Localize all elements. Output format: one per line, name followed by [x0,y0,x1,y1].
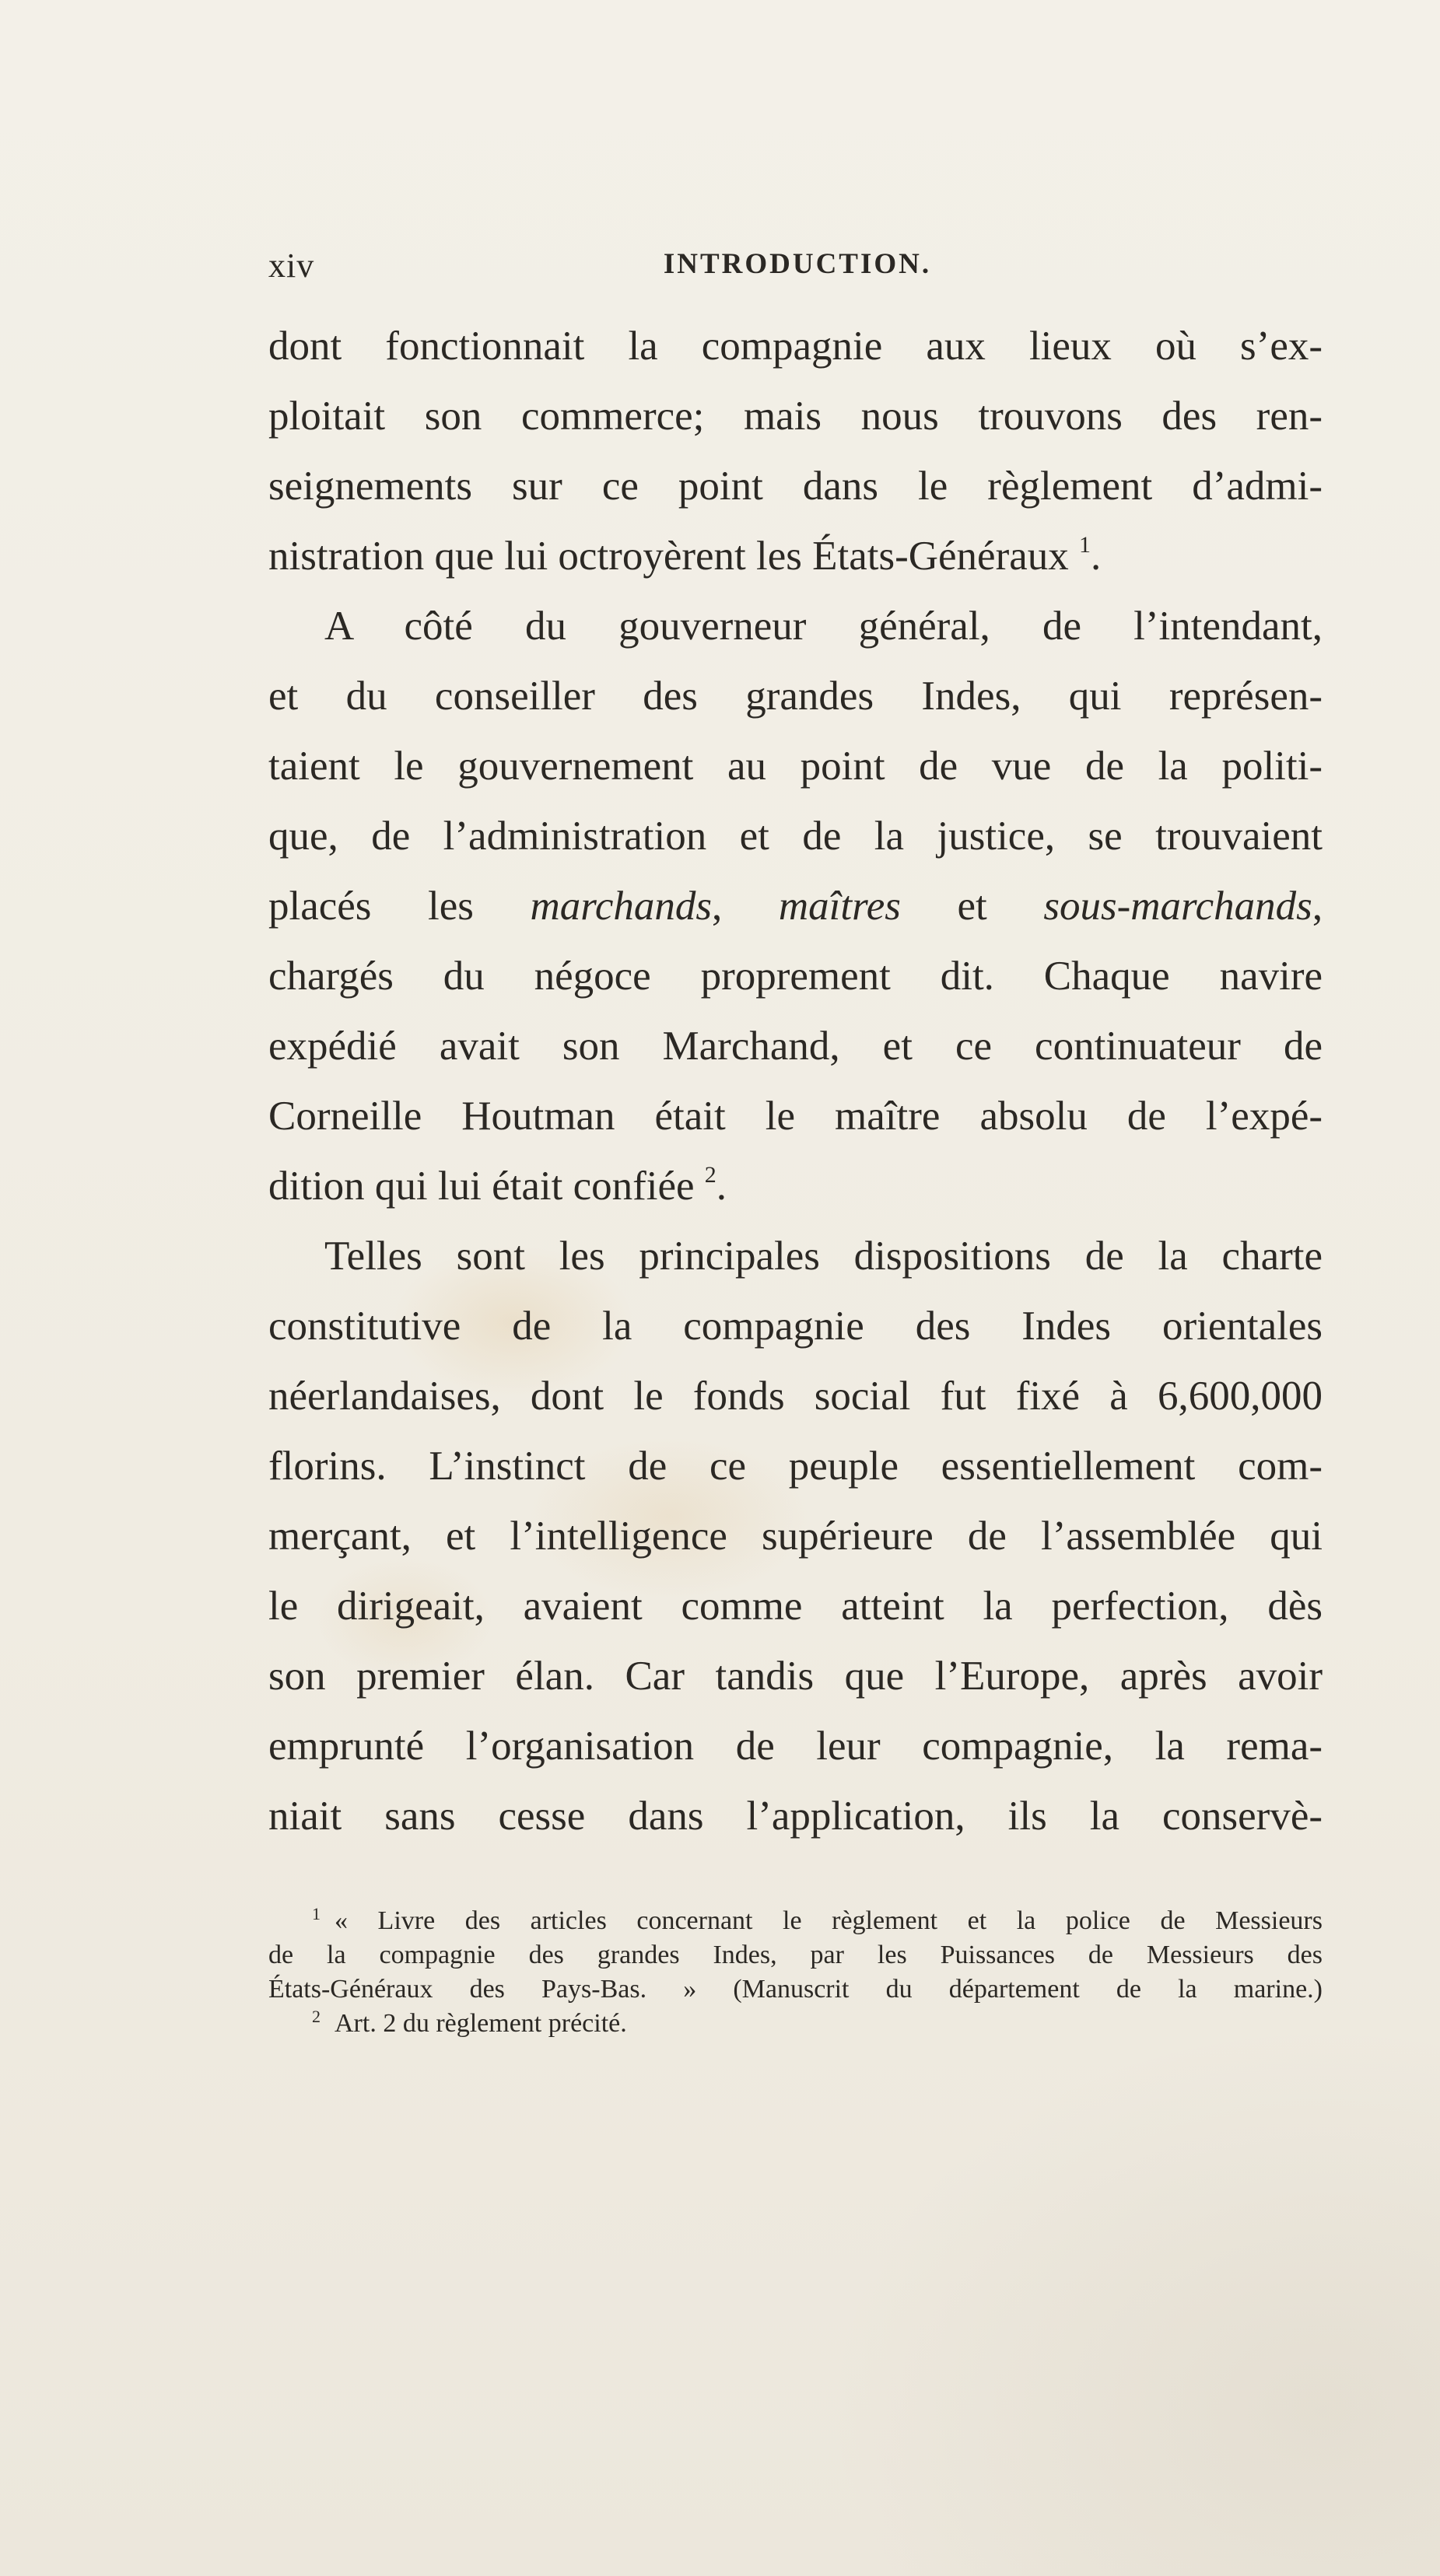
text-line: que, de l’administration et de la justice, se trouvaient [268,814,1323,859]
footnote-ref: 2 [704,1162,716,1188]
text-line: son premier élan. Car tandis que l’Europe, après avoir [268,1654,1323,1699]
text-line: Telles sont les principales dispositions de la charte [324,1234,1323,1279]
text-fragment: dition qui lui était confiée [268,1164,695,1209]
page-number: xiv [268,247,315,285]
text-line: le dirigeait, avaient comme atteint la perfection, dès [268,1584,1323,1629]
text-line: ploitait son commerce; mais nous trouvons des ren- [268,394,1323,439]
text-fragment: , [1312,884,1323,929]
text-fragment: placés les [268,884,474,929]
text-line: dont fonctionnait la compagnie aux lieux où s’ex- [268,324,1323,369]
italic-term: maîtres [778,884,901,929]
running-title: INTRODUCTION. [663,248,932,280]
text-line: expédié avait son Marchand, et ce continuateur de [268,1024,1323,1069]
footnotes [268,1904,1323,2041]
text-line: chargés du négoce proprement dit. Chaque navire [268,954,1323,999]
italic-term: sous-marchands [1043,884,1312,929]
footnote-line: États-Généraux des Pays-Bas. » (Manuscrit du département de la marine.) [268,1975,1323,2004]
text-line: emprunté l’organisation de leur compagnie, la rema- [268,1724,1323,1769]
footnote-text: Art. 2 du règlement précité. [335,2009,627,2038]
text-fragment: . [716,1164,727,1209]
text-line: merçant, et l’intelligence supérieure de l’assemblée qui [268,1514,1323,1559]
footnote-ref: 1 [1079,532,1091,558]
text-fragment: et [957,884,987,929]
text-line [268,1151,1323,1221]
text-line: néerlandaises, dont le fonds social fut fixé à 6,600,000 [268,1374,1323,1419]
main-text [268,311,1323,1851]
text-fragment: nistration que lui octroyèrent les États-Généraux [268,534,1069,579]
text-line: taient le gouvernement au point de vue de la politi- [268,744,1323,789]
footnote-line [268,2007,1323,2041]
footnote-line [268,1904,1323,1938]
italic-term: marchands [530,884,713,929]
footnote-text: « Livre des articles concernant le règlement et la police de Messieurs [335,1906,1323,1935]
text-line: niait sans cesse dans l’application, ils la conservè- [268,1794,1323,1839]
text-fragment: , [712,884,723,929]
text-line: seignements sur ce point dans le règlement d’admi- [268,464,1323,509]
text-fragment: . [1091,534,1102,579]
text-line: et du conseiller des grandes Indes, qui représen- [268,674,1323,719]
footnote-marker: 2 [312,2007,321,2026]
text-line [268,521,1323,591]
footnote-line: de la compagnie des grandes Indes, par les Puissances de Messieurs des [268,1941,1323,1969]
text-line: A côté du gouverneur général, de l’intendant, [324,604,1323,649]
text-line: florins. L’instinct de ce peuple essentiellement com- [268,1444,1323,1489]
footnote-marker: 1 [312,1904,321,1923]
text-line [268,871,1323,941]
running-head [268,246,1326,292]
text-line: constitutive de la compagnie des Indes orientales [268,1304,1323,1349]
text-line: Corneille Houtman était le maître absolu de l’expé- [268,1094,1323,1139]
